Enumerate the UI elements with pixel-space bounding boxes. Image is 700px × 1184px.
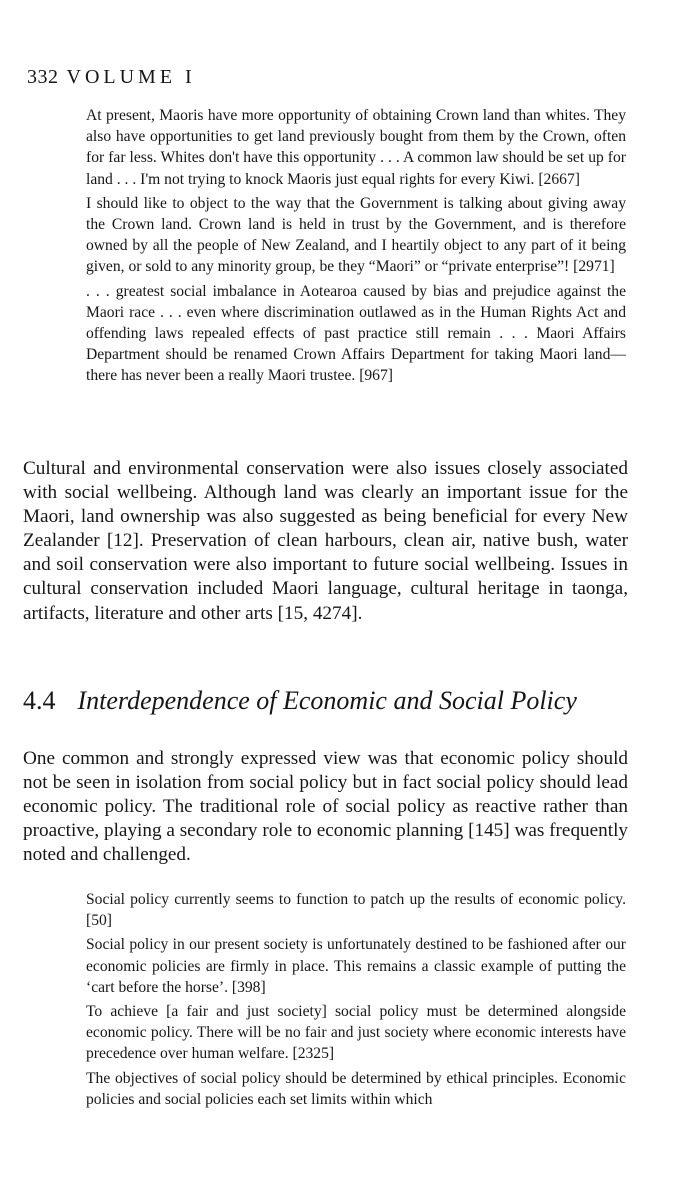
volume-label: VOLUME I bbox=[66, 66, 196, 88]
block-quote-top bbox=[86, 105, 626, 387]
section-title: Interdependence of Economic and Social Policy bbox=[77, 686, 577, 715]
quote-paragraph: To achieve [a fair and just society] social policy must be determined alongside economic policy. There will be no fair and just society where economic interests have precedence over human welfare. [2325] bbox=[86, 1003, 626, 1063]
quote-paragraph: Social policy in our present society is unfortunately destined to be fashioned after our economic policies are firmly in place. This remains a classic example of putting the ‘cart before the horse’. [398] bbox=[86, 936, 626, 996]
quote-paragraph: . . . greatest social imbalance in Aotearoa caused by bias and prejudice against the Maori race . . . even where discrimination outlawed as in the Human Rights Act and offending laws repealed effects of past practice still remain . . . Maori Affairs Department should be renamed Crown Affairs Department for taking Maori land—there has never been a really Maori trustee. [967] bbox=[86, 282, 626, 385]
block-quote-bottom bbox=[86, 889, 626, 1110]
running-head bbox=[27, 66, 196, 89]
quote-paragraph: Social policy currently seems to function to patch up the results of economic policy. [50] bbox=[86, 891, 626, 930]
quote-paragraph: I should like to object to the way that the Government is talking about giving away the Crown land. Crown land is held in trust by the Government, and is therefore owned by all the people of New Zealand, and I heartily object to any part of it being given, or sold to any minority group, be they “Maori” or “private enterprise”! [2971] bbox=[86, 194, 626, 276]
body-paragraph: Cultural and environmental conservation were also issues closely associated with social wellbeing. Although land was clearly an important issue for the Maori, land ownership was also suggested as being beneficial for every New Zealander [12]. Preservation of clean harbours, clean air, native bush, water and soil conservation were also important to future social wellbeing. Issues in cultural conservation included Maori language, cultural heritage in taonga, artifacts, literature and other arts [15, 4274]. bbox=[23, 458, 628, 624]
quote-paragraph: The objectives of social policy should be determined by ethical principles. Economic policies and social policies each set limits within which bbox=[86, 1069, 626, 1108]
section-heading bbox=[23, 686, 577, 716]
section-number: 4.4 bbox=[23, 686, 56, 715]
quote-paragraph: At present, Maoris have more opportunity of obtaining Crown land than whites. They also have opportunities to get land previously bought from them by the Crown, often for far less. Whites don't have this opportunity . . . A common law should be set up for land . . . I'm not trying to knock Maoris just equal rights for every Kiwi. [2667] bbox=[86, 107, 626, 188]
page-number: 332 bbox=[27, 66, 59, 88]
body-paragraph: One common and strongly expressed view was that economic policy should not be seen in isolation from social policy but in fact social policy should lead economic policy. The traditional role of social policy as reactive rather than proactive, playing a secondary role to economic planning [145] was frequently noted and challenged. bbox=[23, 748, 628, 866]
